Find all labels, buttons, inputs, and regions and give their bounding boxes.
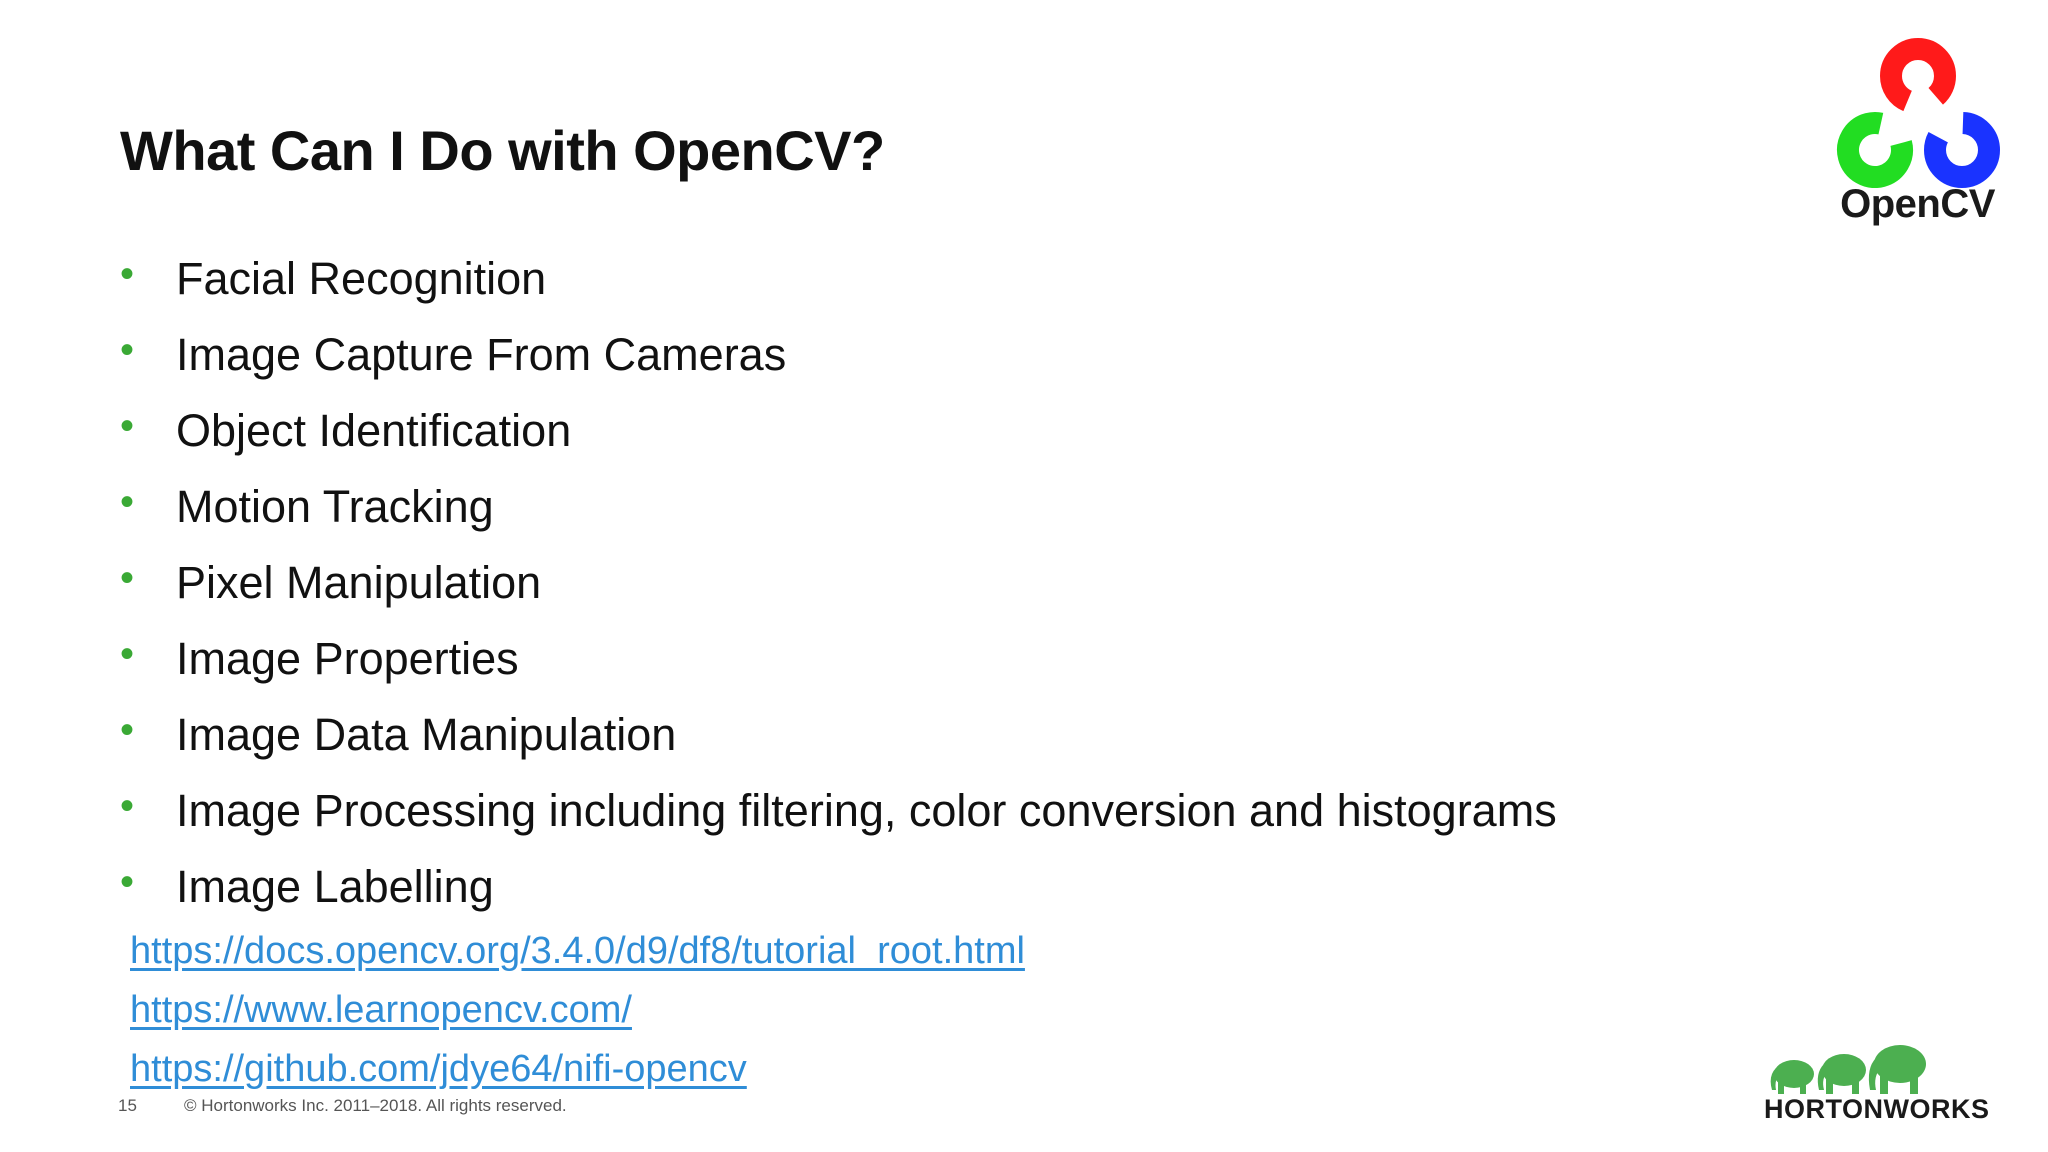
bullet-dot-icon: •	[120, 480, 135, 524]
bullet-text: Object Identification	[176, 405, 572, 456]
bullet-text: Image Labelling	[176, 861, 494, 912]
bullet-text: Pixel Manipulation	[176, 557, 542, 608]
opencv-red-ring	[1891, 49, 1945, 103]
bullet-dot-icon: •	[120, 556, 135, 600]
bullet-text: Image Processing including filtering, color conversion and histograms	[176, 785, 1557, 836]
bullet-item	[118, 552, 1557, 628]
copyright-text: © Hortonworks Inc. 2011–2018. All rights reserved.	[184, 1096, 567, 1115]
bullet-item	[118, 400, 1557, 476]
opencv-wordmark: OpenCV	[1840, 182, 1995, 226]
opencv-logo	[1830, 38, 2005, 238]
opencv-green-ring	[1842, 117, 1908, 183]
bullet-dot-icon: •	[120, 784, 135, 828]
bullet-dot-icon: •	[120, 860, 135, 904]
slide-footer	[118, 1096, 567, 1116]
bullet-item	[118, 780, 1557, 856]
bullet-item	[118, 476, 1557, 552]
bullet-text: Facial Recognition	[176, 253, 547, 304]
link-opencv-docs[interactable]: https://docs.opencv.org/3.4.0/d9/df8/tutorial_root.html	[130, 930, 1025, 972]
page-number: 15	[118, 1096, 137, 1115]
reference-links	[130, 922, 1025, 1099]
link-nifi-opencv[interactable]: https://github.com/jdye64/nifi-opencv	[130, 1048, 747, 1090]
bullet-text: Image Data Manipulation	[176, 709, 677, 760]
bullet-dot-icon: •	[120, 632, 135, 676]
elephants-logo-icon	[1762, 1036, 1962, 1098]
opencv-logo-icon	[1830, 38, 2005, 188]
slide-title: What Can I Do with OpenCV?	[120, 119, 885, 182]
bullet-dot-icon: •	[120, 328, 135, 372]
link-learnopencv[interactable]: https://www.learnopencv.com/	[130, 989, 632, 1031]
bullet-dot-icon: •	[120, 708, 135, 752]
bullet-text: Image Capture From Cameras	[176, 329, 787, 380]
bullet-dot-icon: •	[120, 252, 135, 296]
bullet-item	[118, 248, 1557, 324]
bullet-dot-icon: •	[120, 404, 135, 448]
opencv-blue-ring	[1935, 123, 1989, 177]
bullet-list	[118, 248, 1557, 932]
bullet-text: Image Properties	[176, 633, 519, 684]
bullet-text: Motion Tracking	[176, 481, 494, 532]
bullet-item	[118, 704, 1557, 780]
bullet-item	[118, 856, 1557, 932]
hortonworks-wordmark: HORTONWORKS	[1764, 1094, 1990, 1124]
hortonworks-logo	[1762, 1036, 2002, 1124]
bullet-item	[118, 628, 1557, 704]
bullet-item	[118, 324, 1557, 400]
